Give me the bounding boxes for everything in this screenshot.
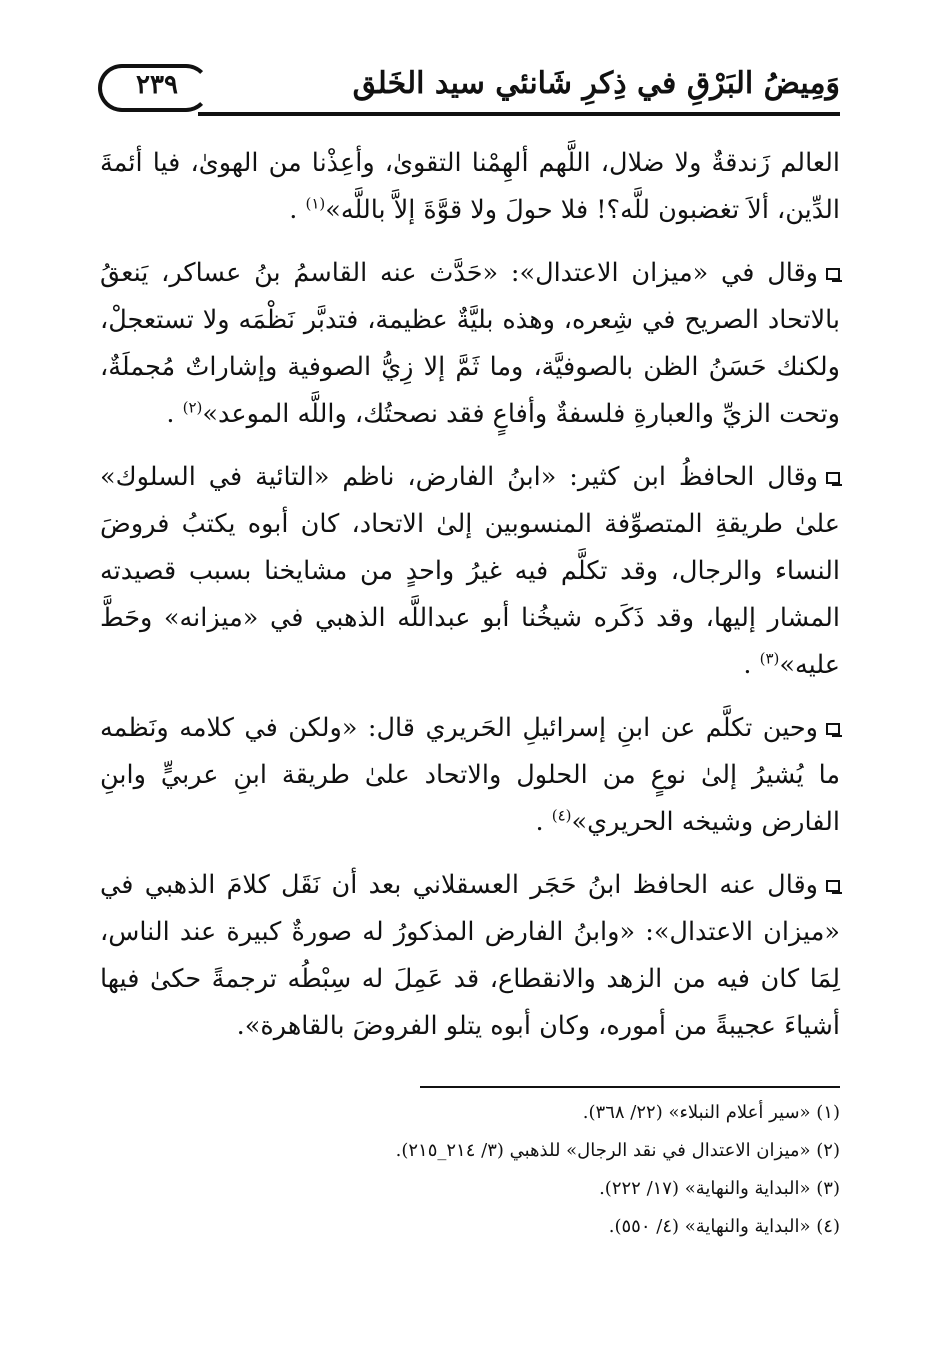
bullet-box-icon (826, 472, 840, 484)
paragraph-text: وقال في «ميزان الاعتدال»: «حَدَّث عنه القاسمُ بنُ عساكر، يَنعقُ بالاتحاد الصريح في شِعره، وهذه بليَّةٌ عظيمة، فتدبَّر نَظْمَه ولا تستعجلْ، ولكنك حَسَنُ الظن بالصوفيَّة، وما ثَمَّ إلا زِيُّ الصوفية وإشاراتٌ مُجملَةٌ، وتحت الزيِّ والعبارةِ فلسفةٌ وأفاعٍ فقد نصحتُك، واللَّه الموعد» (100, 258, 840, 429)
paragraph-tail: . (166, 399, 183, 429)
paragraph-text: العالم زَندقةٌ ولا ضلال، اللَّهم ألهِمْنا التقوىٰ، وأعِذْنا من الهوىٰ، فيا أئمةَ الدِّين، ألاَ تغضبون للَّه؟! فلا حولَ ولا قوَّةَ إلاَّ باللَّه» (100, 148, 840, 225)
footnotes (100, 1094, 840, 1246)
running-title: وَمِيضُ البَرْقِ في ذِكرِ شَانئي سيد الخَلق (352, 66, 840, 101)
footnote-divider (420, 1086, 840, 1088)
paragraph-tail: . (236, 1011, 245, 1041)
paragraph-1 (100, 140, 840, 234)
paragraph-tail: . (743, 650, 760, 680)
paragraph-tail: . (289, 195, 306, 225)
main-text (100, 140, 840, 1066)
bullet-box-icon (826, 880, 840, 892)
bullet-box-icon (826, 268, 840, 280)
page-number: ٢٣٩ (136, 70, 178, 100)
footnote-ref: (٢) (182, 398, 203, 417)
paragraph-4 (100, 705, 840, 846)
paragraph-5 (100, 862, 840, 1050)
footnote-4: (٤) «البداية والنهاية» (٤/ ٥٥٠). (608, 1216, 840, 1237)
bullet-box-icon (826, 723, 840, 735)
footnote-ref: (١) (305, 194, 326, 213)
paragraph-tail: . (535, 807, 552, 837)
footnote-3: (٣) «البداية والنهاية» (١٧/ ٢٢٢). (599, 1178, 840, 1199)
paragraph-2 (100, 250, 840, 438)
footnote-ref: (٤) (551, 806, 572, 825)
paragraph-text: وحين تكلَّم عن ابنِ إسرائيلِ الحَريري قال: «ولكن في كلامه ونَظمه ما يُشيرُ إلىٰ نوعٍ من الحلول والاتحاد علىٰ طريقة ابنِ عربيٍّ وابنِ الفارض وشيخه الحريري» (100, 713, 840, 837)
footnote-1: (١) «سير أعلام النبلاء» (٢٢/ ٣٦٨). (582, 1102, 840, 1123)
footnote-ref: (٣) (759, 649, 780, 668)
page-header (98, 62, 840, 124)
paragraph-text: وقال الحافظُ ابن كثير: «ابنُ الفارض، ناظم «التائية في السلوك» علىٰ طريقةِ المتصوِّفة المنسوبين إلىٰ الاتحاد، كان أبوه يكتبُ فروضَ النساء والرجال، وقد تكلَّم فيه غيرُ واحدٍ من مشايخنا بسبب قصيدته المشار إليها، وقد ذَكَره شيخُنا أبو عبداللَّه الذهبي في «ميزانه» وحَطَّ عليه» (100, 462, 840, 680)
footnote-2: (٢) «ميزان الاعتدال في نقد الرجال» للذهبي (٣/ ٢١٤_٢١٥). (395, 1140, 840, 1161)
paragraph-3 (100, 454, 840, 689)
header-rule (198, 112, 840, 116)
paragraph-text: وقال عنه الحافظ ابنُ حَجَر العسقلاني بعد أن نَقَل كلامَ الذهبي في «ميزان الاعتدال»: «وابنُ الفارض المذكورُ له صورةٌ كبيرة عند الناس، لِمَا كان فيه من الزهد والانقطاع، قد عَمِلَ له سِبْطُه ترجمةً حكىٰ فيها أشياءَ عجيبةً من أموره، وكان أبوه يتلو الفروضَ بالقاهرة» (100, 870, 840, 1041)
